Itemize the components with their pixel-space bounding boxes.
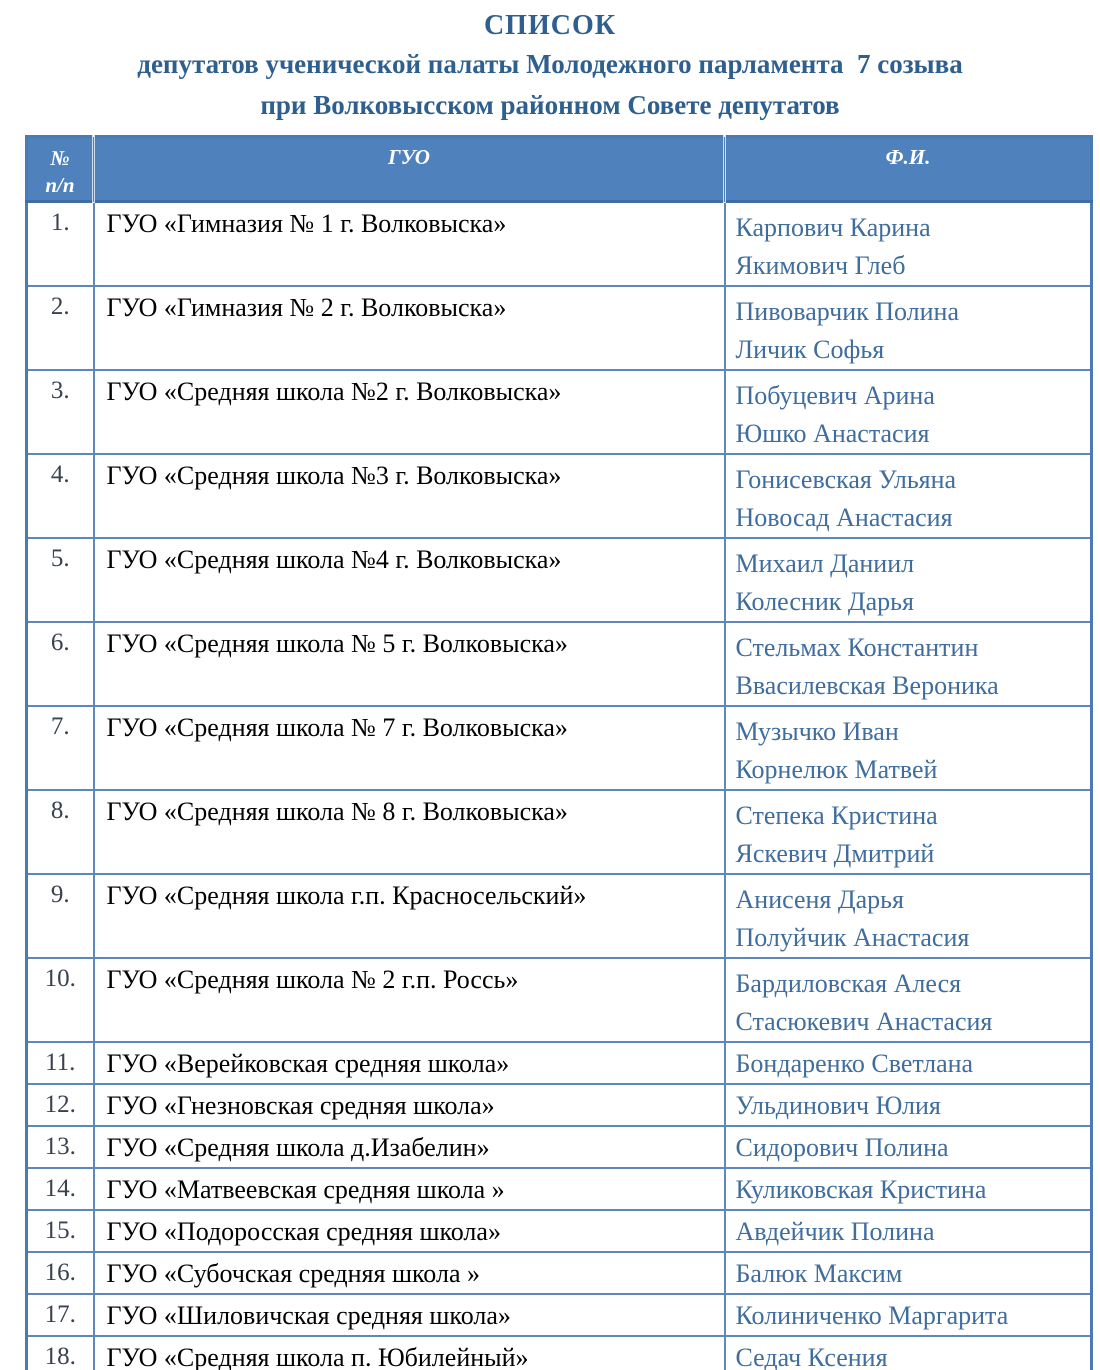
row-number-cell: 10. bbox=[27, 958, 94, 1042]
deputy-name: Михаил Даниил bbox=[735, 549, 915, 578]
names-cell bbox=[725, 1210, 1092, 1252]
table-row bbox=[27, 1084, 1092, 1126]
school-cell: ГУО «Средняя школа № 8 г. Волковыска» bbox=[94, 790, 725, 874]
row-number-cell: 3. bbox=[27, 370, 94, 454]
school-cell: ГУО «Гнезновская средняя школа» bbox=[94, 1084, 725, 1126]
table-row bbox=[27, 202, 1092, 287]
names-cell bbox=[725, 370, 1092, 454]
deputy-name: Стасюкевич Анастасия bbox=[735, 1007, 993, 1036]
deputy-name: Гонисевская Ульяна bbox=[735, 465, 957, 494]
table-row bbox=[27, 1168, 1092, 1210]
deputy-name: Балюк Максим bbox=[735, 1259, 903, 1288]
table-row bbox=[27, 790, 1092, 874]
table-header-row bbox=[27, 137, 1092, 202]
header-cell-number bbox=[27, 137, 94, 202]
title-line-3: при Волковысском районном Совете депутатов bbox=[260, 90, 840, 120]
header-number-line-1: № bbox=[50, 146, 70, 170]
school-cell: ГУО «Средняя школа №4 г. Волковыска» bbox=[94, 538, 725, 622]
names-cell bbox=[725, 1294, 1092, 1336]
deputy-name: Юшко Анастасия bbox=[735, 419, 930, 448]
names-cell bbox=[725, 538, 1092, 622]
names-cell bbox=[725, 790, 1092, 874]
deputy-name: Ульдинович Юлия bbox=[735, 1091, 941, 1120]
row-number-cell: 8. bbox=[27, 790, 94, 874]
school-cell: ГУО «Средняя школа № 2 г.п. Россь» bbox=[94, 958, 725, 1042]
header-cell-guo: ГУО bbox=[94, 137, 725, 202]
deputy-name: Корнелюк Матвей bbox=[735, 755, 938, 784]
school-cell: ГУО «Средняя школа д.Изабелин» bbox=[94, 1126, 725, 1168]
school-cell: ГУО «Средняя школа №3 г. Волковыска» bbox=[94, 454, 725, 538]
deputy-name: Седач Ксения bbox=[735, 1343, 888, 1370]
title-line-1: СПИСОК bbox=[483, 10, 617, 41]
deputy-name: Пивоварчик Полина bbox=[735, 297, 960, 326]
row-number-cell: 18. bbox=[27, 1336, 94, 1370]
deputy-name: Побуцевич Арина bbox=[735, 381, 935, 410]
row-number-cell: 16. bbox=[27, 1252, 94, 1294]
names-cell bbox=[725, 1126, 1092, 1168]
deputy-name: Анисеня Дарья bbox=[735, 885, 904, 914]
header-cell-fio: Ф.И. bbox=[725, 137, 1092, 202]
row-number-cell: 5. bbox=[27, 538, 94, 622]
table-body bbox=[27, 202, 1092, 1370]
table-row bbox=[27, 1126, 1092, 1168]
names-cell bbox=[725, 202, 1092, 287]
school-cell: ГУО «Гимназия № 1 г. Волковыска» bbox=[94, 202, 725, 287]
table-row bbox=[27, 1294, 1092, 1336]
table-row bbox=[27, 538, 1092, 622]
row-number-cell: 6. bbox=[27, 622, 94, 706]
deputy-name: Ввасилевская Вероника bbox=[735, 671, 999, 700]
school-cell: ГУО «Средняя школа №2 г. Волковыска» bbox=[94, 370, 725, 454]
deputy-name: Якимович Глеб bbox=[735, 251, 906, 280]
names-cell bbox=[725, 1252, 1092, 1294]
table-row bbox=[27, 1042, 1092, 1084]
row-number-cell: 13. bbox=[27, 1126, 94, 1168]
school-cell: ГУО «Матвеевская средняя школа » bbox=[94, 1168, 725, 1210]
deputy-name: Карпович Карина bbox=[735, 213, 931, 242]
names-cell bbox=[725, 1336, 1092, 1370]
names-cell bbox=[725, 1084, 1092, 1126]
row-number-cell: 14. bbox=[27, 1168, 94, 1210]
table-row bbox=[27, 370, 1092, 454]
names-cell bbox=[725, 958, 1092, 1042]
names-cell bbox=[725, 706, 1092, 790]
table-row bbox=[27, 286, 1092, 370]
deputy-name: Колесник Дарья bbox=[735, 587, 914, 616]
row-number-cell: 2. bbox=[27, 286, 94, 370]
school-cell: ГУО «Средняя школа п. Юбилейный» bbox=[94, 1336, 725, 1370]
school-cell: ГУО «Гимназия № 2 г. Волковыска» bbox=[94, 286, 725, 370]
deputies-table bbox=[25, 135, 1093, 1370]
school-cell: ГУО «Средняя школа № 7 г. Волковыска» bbox=[94, 706, 725, 790]
school-cell: ГУО «Средняя школа г.п. Красносельский» bbox=[94, 874, 725, 958]
deputy-name: Музычко Иван bbox=[735, 717, 899, 746]
school-cell: ГУО «Субочская средняя школа » bbox=[94, 1252, 725, 1294]
table-row bbox=[27, 454, 1092, 538]
table-row bbox=[27, 874, 1092, 958]
title-line-2: депутатов ученической палаты Молодежного парламента 7 созыва bbox=[137, 49, 963, 79]
school-cell: ГУО «Шиловичская средняя школа» bbox=[94, 1294, 725, 1336]
row-number-cell: 11. bbox=[27, 1042, 94, 1084]
deputy-name: Степека Кристина bbox=[735, 801, 938, 830]
names-cell bbox=[725, 1168, 1092, 1210]
names-cell bbox=[725, 1042, 1092, 1084]
names-cell bbox=[725, 622, 1092, 706]
row-number-cell: 15. bbox=[27, 1210, 94, 1252]
deputy-name: Сидорович Полина bbox=[735, 1133, 949, 1162]
row-number-cell: 7. bbox=[27, 706, 94, 790]
names-cell bbox=[725, 454, 1092, 538]
table-row bbox=[27, 1210, 1092, 1252]
table-row bbox=[27, 706, 1092, 790]
school-cell: ГУО «Средняя школа № 5 г. Волковыска» bbox=[94, 622, 725, 706]
row-number-cell: 1. bbox=[27, 202, 94, 287]
table-header bbox=[27, 137, 1092, 202]
table-row bbox=[27, 1336, 1092, 1370]
row-number-cell: 12. bbox=[27, 1084, 94, 1126]
row-number-cell: 17. bbox=[27, 1294, 94, 1336]
deputy-name: Бардиловская Алеся bbox=[735, 969, 962, 998]
deputy-name: Бондаренко Светлана bbox=[735, 1049, 974, 1078]
table-row bbox=[27, 958, 1092, 1042]
deputy-name: Стельмах Константин bbox=[735, 633, 979, 662]
deputy-name: Авдейчик Полина bbox=[735, 1217, 935, 1246]
deputy-name: Полуйчик Анастасия bbox=[735, 923, 970, 952]
deputy-name: Колиниченко Маргарита bbox=[735, 1301, 1009, 1330]
deputy-name: Куликовская Кристина bbox=[735, 1175, 987, 1204]
deputy-name: Личик Софья bbox=[735, 335, 885, 364]
row-number-cell: 9. bbox=[27, 874, 94, 958]
school-cell: ГУО «Верейковская средняя школа» bbox=[94, 1042, 725, 1084]
table-row bbox=[27, 1252, 1092, 1294]
school-cell: ГУО «Подоросская средняя школа» bbox=[94, 1210, 725, 1252]
table-row bbox=[27, 622, 1092, 706]
header-number-line-2: п/п bbox=[45, 173, 75, 197]
deputy-name: Яскевич Дмитрий bbox=[735, 839, 935, 868]
row-number-cell: 4. bbox=[27, 454, 94, 538]
names-cell bbox=[725, 874, 1092, 958]
document-title bbox=[0, 0, 1100, 126]
deputy-name: Новосад Анастасия bbox=[735, 503, 953, 532]
names-cell bbox=[725, 286, 1092, 370]
